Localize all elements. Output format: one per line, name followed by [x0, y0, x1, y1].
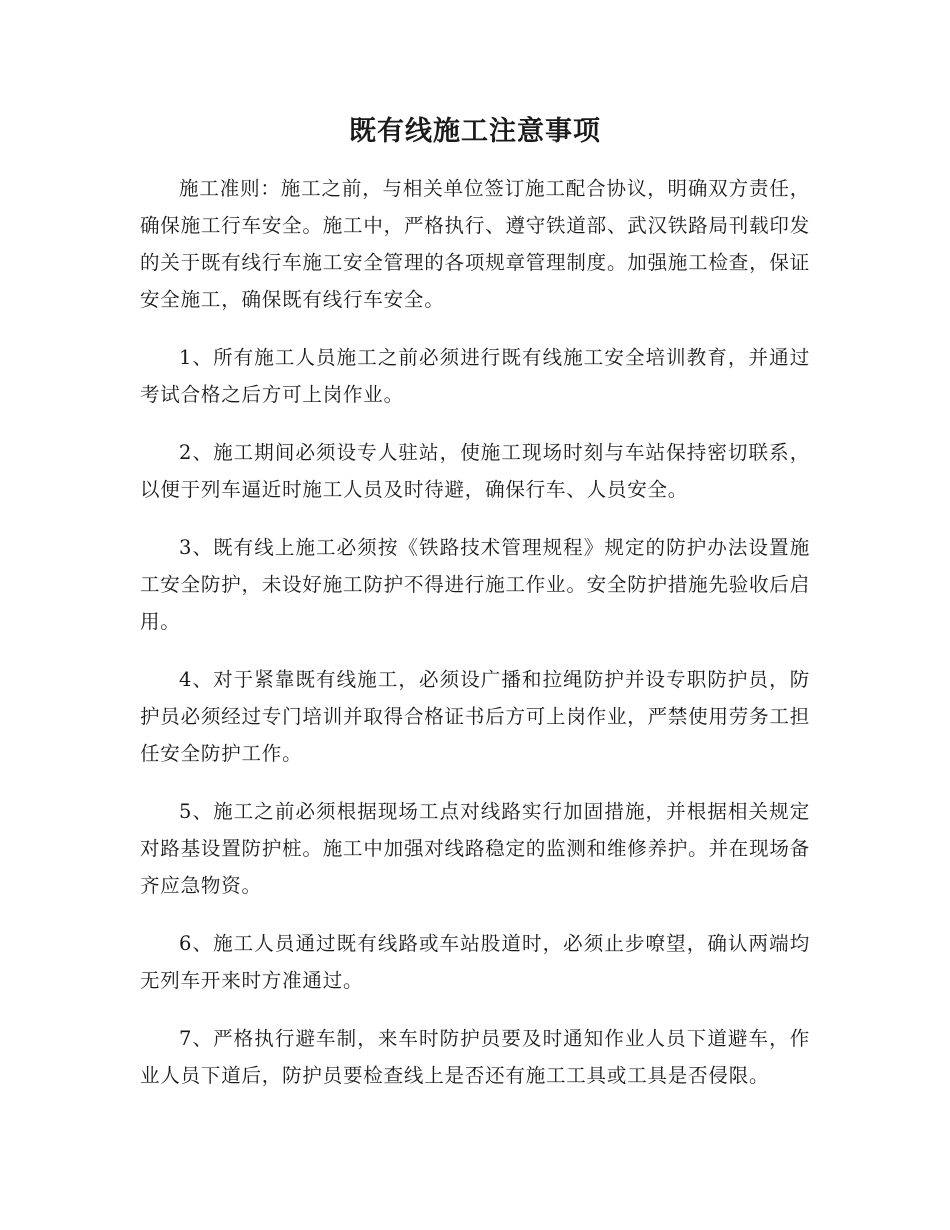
- paragraph-item-1: 1、所有施工人员施工之前必须进行既有线施工安全培训教育，并通过考试合格之后方可上岗作业。: [140, 346, 810, 406]
- document-page: [140, 112, 810, 1115]
- paragraph-item-5: 5、施工之前必须根据现场工点对线路实行加固措施，并根据相关规定对路基设置防护桩。施工中加强对线路稳定的监测和维修养护。并在现场备齐应急物资。: [140, 800, 810, 897]
- paragraph-intro: 施工准则：施工之前，与相关单位签订施工配合协议，明确双方责任，确保施工行车安全。施工中，严格执行、遵守铁道部、武汉铁路局刊载印发的关于既有线行车施工安全管理的各项规章管理制度。加强施工检查，保证安全施工，确保既有线行车安全。: [140, 177, 810, 311]
- paragraph-item-4: 4、对于紧靠既有线施工，必须设广播和拉绳防护并设专职防护员，防护员必须经过专门培训并取得合格证书后方可上岗作业，严禁使用劳务工担任安全防护工作。: [140, 668, 810, 765]
- paragraph-item-7: 7、严格执行避车制，来车时防护员要及时通知作业人员下道避车，作业人员下道后，防护员要检查线上是否还有施工工具或工具是否侵限。: [140, 1027, 810, 1087]
- paragraph-item-3: 3、既有线上施工必须按《铁路技术管理规程》规定的防护办法设置施工安全防护，未设好施工防护不得进行施工作业。安全防护措施先验收后启用。: [140, 536, 810, 633]
- document-title: 既有线施工注意事项: [349, 116, 601, 147]
- paragraph-item-2: 2、施工期间必须设专人驻站，使施工现场时刻与车站保持密切联系，以便于列车逼近时施工人员及时待避，确保行车、人员安全。: [140, 441, 810, 501]
- paragraph-item-6: 6、施工人员通过既有线路或车站股道时，必须止步嘹望，确认两端均无列车开来时方准通过。: [140, 932, 810, 992]
